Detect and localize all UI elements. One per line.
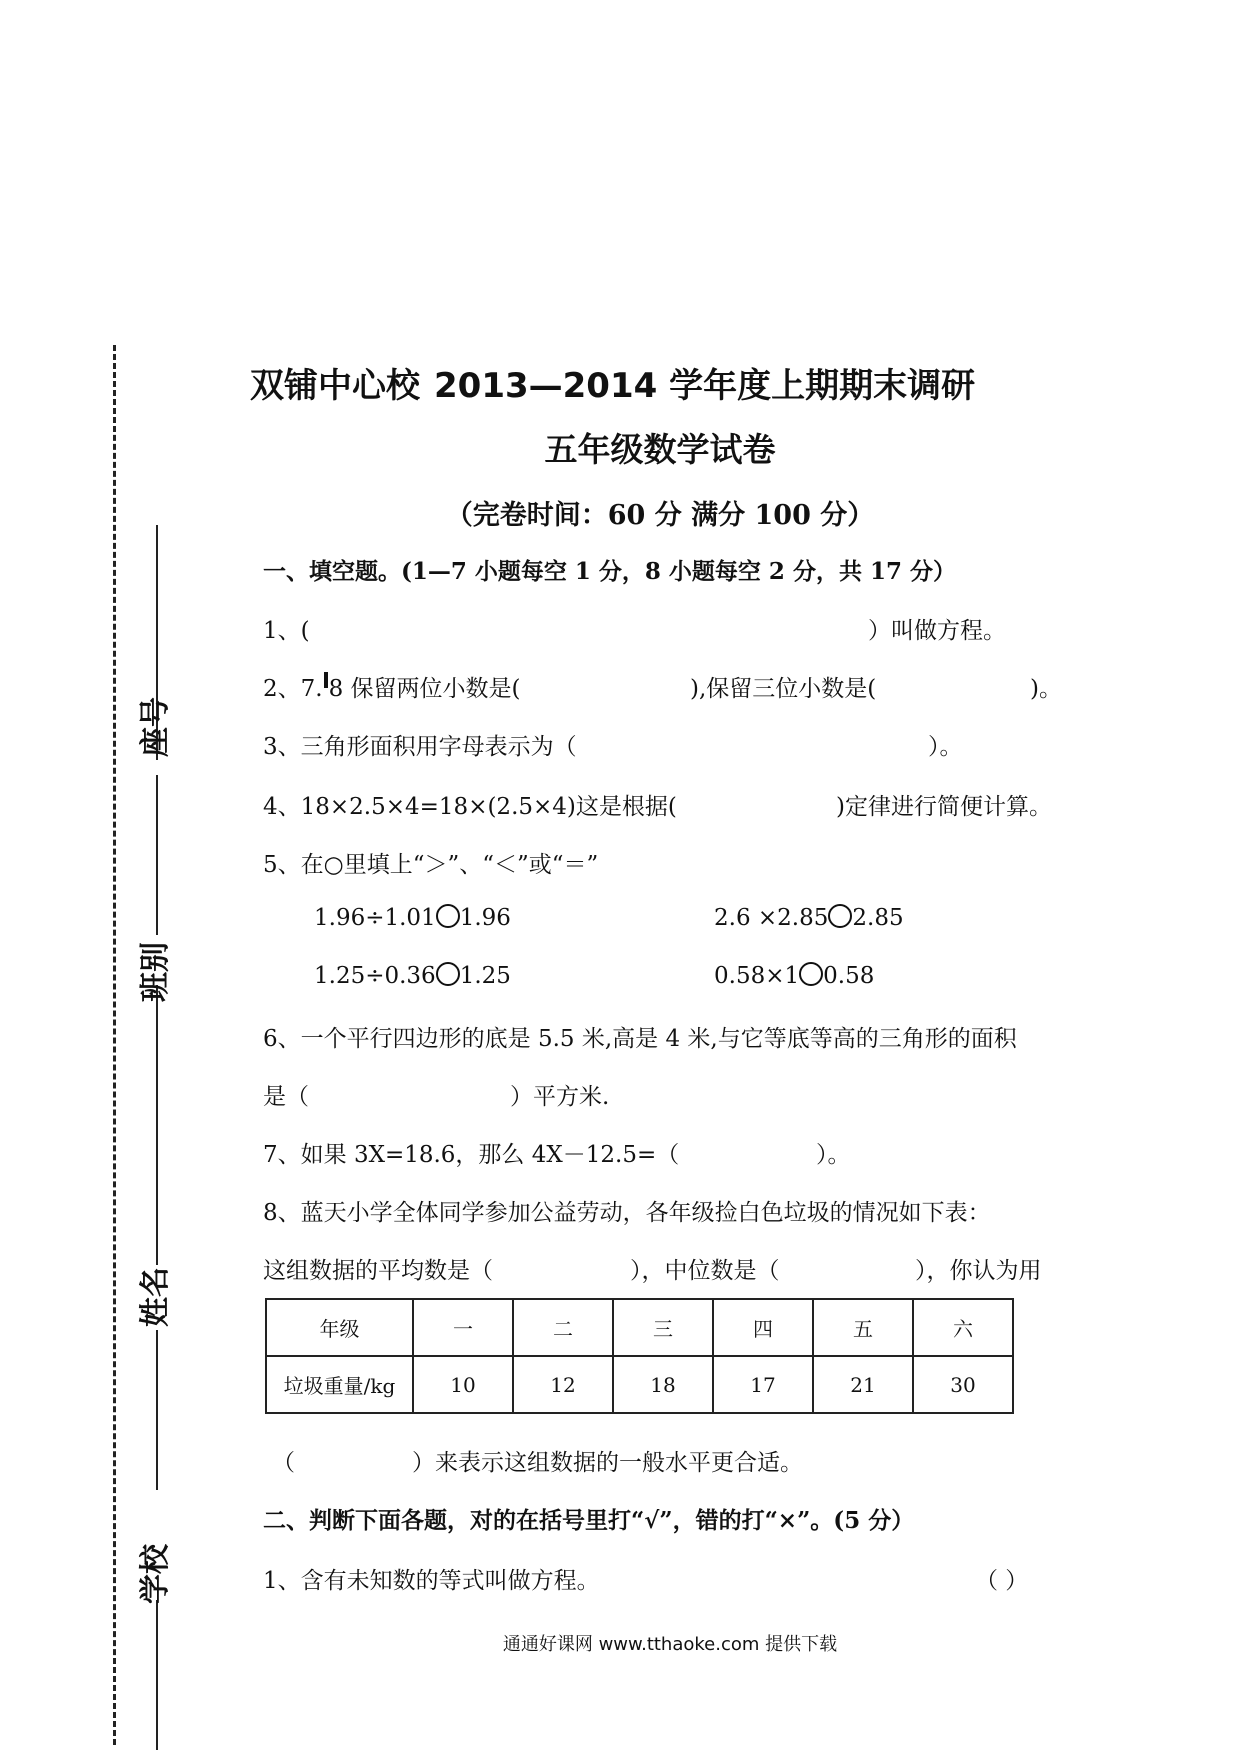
school-line-upper [156, 1330, 158, 1490]
table-header-cell: 年级 [266, 1299, 413, 1356]
question-4: 4、18×2.5×4=18×(2.5×4)这是根据( [263, 794, 677, 820]
circle-blank[interactable] [436, 962, 460, 986]
circle-blank[interactable] [799, 962, 823, 986]
question-5: 5、在○里填上“＞”、“＜”或“＝” [263, 852, 599, 878]
table-cell: 30 [913, 1356, 1013, 1413]
section2-heading: 二、判断下面各题，对的在括号里打“√”，错的打“×”。(5 分） [263, 1507, 915, 1534]
cut-line [113, 345, 116, 1745]
garbage-table [265, 1298, 1014, 1414]
compare-item-1 [314, 904, 511, 931]
circle-blank[interactable] [436, 904, 460, 928]
question-2 [263, 670, 521, 703]
circle-blank[interactable] [828, 904, 852, 928]
q6-right: ）平方米. [510, 1084, 610, 1110]
school-line-lower [156, 1600, 158, 1750]
compare-4-left: 0.58×1 [714, 963, 800, 989]
q4-right: )定律进行简便计算。 [836, 794, 1052, 820]
name-label: 姓名 [138, 1267, 173, 1327]
page-subtitle: 五年级数学试卷 [544, 430, 776, 469]
question-1 [263, 612, 310, 645]
table-header-cell: 垃圾重量/kg [266, 1356, 413, 1413]
question-6: 6、一个平行四边形的底是 5.5 米,高是 4 米,与它等底等高的三角形的面积 [263, 1026, 1017, 1052]
table-row [266, 1299, 1013, 1356]
q1-left: 1、( [263, 618, 310, 644]
name-line [156, 985, 158, 1265]
question-7: 7、如果 3X=18.6，那么 4X－12.5=（ [263, 1142, 680, 1168]
question-3: 3、三角形面积用字母表示为（ [263, 734, 577, 760]
exam-time: （完卷时间：60 分 满分 100 分） [445, 500, 875, 531]
table-row [266, 1356, 1013, 1413]
compare-item-3 [314, 962, 511, 989]
compare-item-2 [714, 904, 904, 931]
q1-right: ）叫做方程。 [868, 618, 1006, 644]
compare-4-right: 0.58 [823, 963, 875, 989]
compare-3-right: 1.25 [459, 963, 511, 989]
q7-right: ）。 [816, 1142, 851, 1168]
q2-c: ),保留三位小数是( [690, 676, 877, 702]
compare-3-left: 1.25÷0.36 [314, 963, 436, 989]
compare-item-4 [714, 962, 874, 989]
compare-2-right: 2.85 [852, 905, 904, 931]
table-cell: 17 [713, 1356, 813, 1413]
table-cell: 四 [713, 1299, 813, 1356]
q8-tail-left: （ [272, 1450, 295, 1476]
title-line1: 2013—2014 学年度上期期末调研 [434, 366, 976, 406]
table-cell: 二 [513, 1299, 613, 1356]
q6-left: 是（ [263, 1084, 309, 1110]
table-cell: 21 [813, 1356, 913, 1413]
q8-a: 这组数据的平均数是（ [263, 1258, 493, 1284]
school-name: 双铺中心校 [250, 366, 420, 406]
table-cell: 一 [413, 1299, 513, 1356]
table-cell: 10 [413, 1356, 513, 1413]
repeating-dot-mark [324, 672, 328, 688]
table-cell: 12 [513, 1356, 613, 1413]
school-label: 学校 [138, 1544, 173, 1604]
q2-a: 2、7. [263, 676, 323, 702]
compare-1-left: 1.96÷1.01 [314, 905, 436, 931]
table-cell: 六 [913, 1299, 1013, 1356]
table-cell: 18 [613, 1356, 713, 1413]
class-line [156, 775, 158, 935]
judge-question-1: 1、含有未知数的等式叫做方程。 [263, 1568, 600, 1594]
table-cell: 五 [813, 1299, 913, 1356]
compare-1-right: 1.96 [459, 905, 511, 931]
compare-2-left: 2.6 ×2.85 [714, 905, 829, 931]
q8-tail-right: ）来表示这组数据的一般水平更合适。 [412, 1450, 803, 1476]
q2-d: )。 [1030, 676, 1062, 702]
q8-c: ），你认为用 [915, 1258, 1042, 1284]
question-8: 8、蓝天小学全体同学参加公益劳动，各年级捡白色垃圾的情况如下表： [263, 1200, 991, 1226]
table-cell: 三 [613, 1299, 713, 1356]
footer: 通通好课网 www.tthaoke.com 提供下载 [502, 1634, 838, 1655]
section1-heading: 一、填空题。(1—7 小题每空 1 分，8 小题每空 2 分，共 17 分） [263, 558, 956, 585]
q8-b: ），中位数是（ [630, 1258, 780, 1284]
class-label: 班别 [138, 942, 173, 1002]
page-title [250, 358, 975, 407]
seat-label: 座号 [138, 697, 173, 757]
q2-b: 8 保留两位小数是( [328, 676, 521, 702]
q3-right: ）。 [928, 734, 963, 760]
judge-answer-blank[interactable]: （ ） [975, 1568, 1029, 1594]
